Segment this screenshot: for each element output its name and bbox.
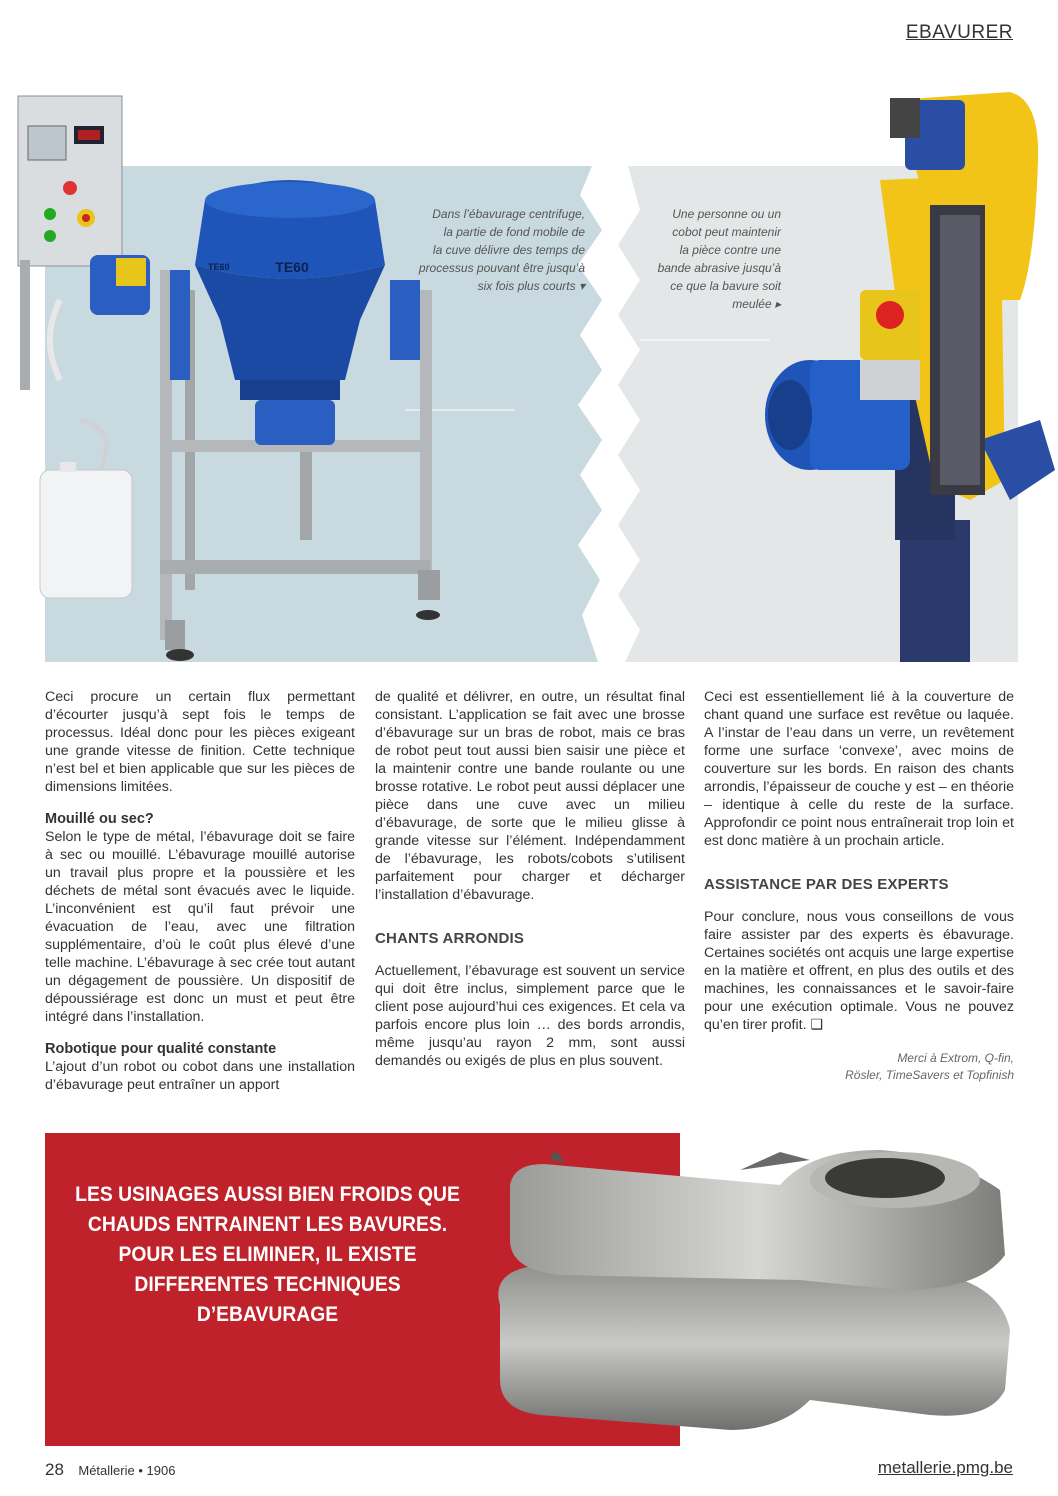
- paragraph: Pour conclure, nous vous conseillons de vous faire assister par des experts ès ébavurage. Certaines sociétés ont acquis une large expertise en la matière et offrent, en plus des outils et des machines, les connaissances et le savoir-faire pour une exécution optimale. Vous ne pouvez qu’en tirer profit. ❑: [704, 909, 1014, 1033]
- article-column-2: [375, 688, 685, 1070]
- website-link[interactable]: metallerie.pmg.be: [877, 1458, 1013, 1477]
- page-number: 28: [45, 1460, 64, 1479]
- deburred-part-photo: [480, 1130, 1020, 1450]
- caption-right-arrow: ▸: [774, 297, 781, 311]
- heading-experts: ASSISTANCE PAR DES EXPERTS: [704, 876, 949, 893]
- article-column-1: [45, 688, 355, 1094]
- paragraph: Ceci est essentiellement lié à la couverture de chant quand une surface est revêtue ou laquée. A l’instar de l’eau dans un verre, un revêtement forme une surface ‘convexe’, avec moins de couverture sur les bords. En raison des chants arrondis, l’épaisseur de couche y est – en théorie – identique à celle du reste de la surface. Approfondir ce point nous entraînerait trop loin et est donc matière à un prochain article.: [704, 689, 1014, 849]
- paragraph: de qualité et délivrer, en outre, un résultat final consistant. L’application se fait avec une brosse d’ébavurage sur un bras de robot, mais ce bras de robot peut tout aussi bien saisir une pièce et la maintenir contre une bande roulante ou une brosse rotative. Le robot peut aussi déplacer une pièce dans une cuve avec un milieu d’ébavurage, de sorte que le milieu glisse à grande vitesse sur l’élément. Indépendamment de l’ébavurage, les robots/cobots s’utilisent parfaitement pour charger et décharger l’installation d’ébavurage.: [375, 689, 685, 903]
- quote-banner-text: LES USINAGES AUSSI BIEN FROIDS QUE CHAUDS ENTRAINENT LES BAVURES. POUR LES ELIMINER, IL EXISTE DIFFERENTES TECHNIQUES D’EBAVURAGE: [75, 1183, 460, 1326]
- drum-label: TE60: [275, 259, 309, 275]
- heading-rounded-edges: CHANTS ARRONDIS: [375, 930, 525, 947]
- paragraph: Actuellement, l’ébavurage est souvent un service qui doit être inclus, simplement parce que le client pose aujourd’hui ces exigences. Et cela va parfois encore plus loin … des bords arrondis, même jusqu’au rayon 2 mm, sont aussi demandés ou exigés de plus en plus souvent.: [375, 963, 685, 1069]
- footer-left: [45, 1460, 175, 1480]
- paragraph: Ceci procure un certain flux permettant d’écourter jusqu’à sept fois le temps de processus. Idéal donc pour les pièces exigeant une grande vitesse de finition. Cette technique n’est bel et bien applicable que sur les pièces de dimensions limitées.: [45, 689, 355, 795]
- section-tag: EBAVURER: [905, 22, 1013, 43]
- caption-right: Une personne ou un cobot peut maintenir la pièce contre une bande abrasive jusqu’à ce que la bavure soit meulée ▸: [657, 207, 781, 311]
- drum-label-small: TE60: [208, 262, 230, 272]
- article-column-3: [704, 688, 1014, 1084]
- acknowledgements: Merci à Extrom, Q-fin, Rösler, TimeSavers et Topfinish: [845, 1051, 1014, 1082]
- caption-left: Dans l’ébavurage centrifuge, la partie de fond mobile de la cuve délivre des temps de processus pouvant être jusqu’à six fois plus courts ▾: [418, 207, 585, 293]
- paragraph: Selon le type de métal, l’ébavurage doit se faire à sec ou mouillé. L’ébavurage mouillé autorise un travail plus propre et la poussière et les déchets de métal sont évacués avec le liquide. L’inconvénient est qu’il faut prévoir une évacuation de l’eau, avec une filtration supplémentaire, d’où le coût plus élevé d’une telle machine. L’ébavurage à sec crée tout autant un dégagement de poussière. Un dispositif de dépoussiérage est donc un must et peut être intégré dans l’installation.: [45, 829, 355, 1025]
- paragraph: L’ajout d’un robot ou cobot dans une installation d’ébavurage peut entraîner un apport: [45, 1059, 355, 1093]
- hero-illustration: [0, 0, 1058, 670]
- caption-down-arrow: ▾: [578, 279, 585, 293]
- end-mark-icon: ❑: [810, 1017, 824, 1033]
- subheading-robotics: Robotique pour qualité constante: [45, 1041, 277, 1057]
- subheading-wet-dry: Mouillé ou sec?: [45, 811, 154, 827]
- publication-name: Métallerie • 1906: [78, 1463, 176, 1478]
